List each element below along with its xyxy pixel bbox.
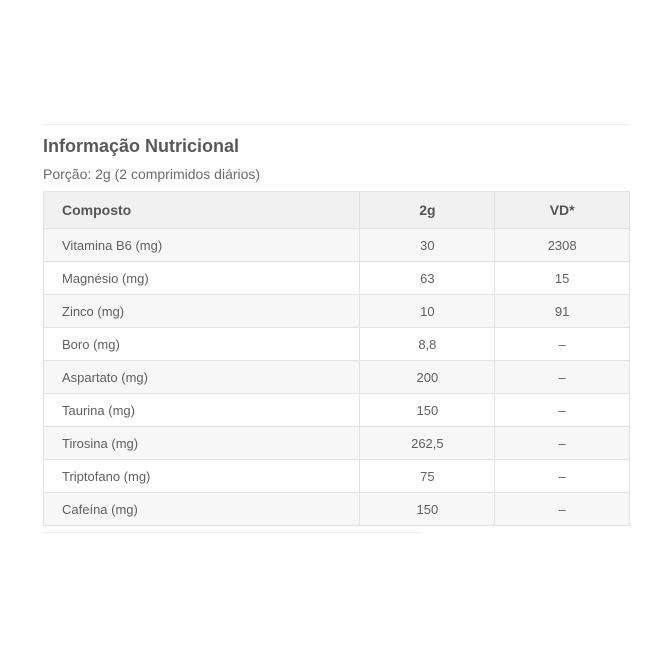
compound-name: Aspartato (mg) — [44, 361, 360, 394]
serving-size: Porção: 2g (2 comprimidos diários) — [43, 166, 261, 182]
compound-daily-value: – — [495, 328, 630, 361]
compound-daily-value: – — [495, 493, 630, 526]
table-row — [44, 427, 630, 460]
compound-daily-value: – — [495, 394, 630, 427]
compound-name: Cafeína (mg) — [44, 493, 360, 526]
header-amount: 2g — [360, 192, 495, 229]
table-row — [44, 229, 630, 262]
section-title: Informação Nutricional — [43, 136, 240, 156]
compound-name: Taurina (mg) — [44, 394, 360, 427]
table-row — [44, 295, 630, 328]
table-row — [44, 262, 630, 295]
header-daily-value: VD* — [495, 192, 630, 229]
compound-name: Boro (mg) — [44, 328, 360, 361]
compound-amount: 150 — [360, 493, 495, 526]
compound-amount: 63 — [360, 262, 495, 295]
bottom-divider — [42, 532, 422, 533]
table-row — [44, 394, 630, 427]
compound-amount: 8,8 — [360, 328, 495, 361]
table-header-row — [44, 192, 630, 229]
compound-name: Zinco (mg) — [44, 295, 360, 328]
compound-amount: 75 — [360, 460, 495, 493]
compound-name: Magnésio (mg) — [44, 262, 360, 295]
header-compound: Composto — [44, 192, 360, 229]
compound-daily-value: 2308 — [495, 229, 630, 262]
compound-daily-value: 15 — [495, 262, 630, 295]
table-row — [44, 361, 630, 394]
table-row — [44, 460, 630, 493]
compound-name: Triptofano (mg) — [44, 460, 360, 493]
compound-daily-value: 91 — [495, 295, 630, 328]
top-divider — [42, 124, 630, 125]
compound-daily-value: – — [495, 427, 630, 460]
compound-amount: 30 — [360, 229, 495, 262]
compound-amount: 262,5 — [360, 427, 495, 460]
table-row — [44, 328, 630, 361]
compound-amount: 200 — [360, 361, 495, 394]
compound-name: Vitamina B6 (mg) — [44, 229, 360, 262]
nutrition-table — [43, 191, 630, 526]
compound-amount: 10 — [360, 295, 495, 328]
compound-name: Tirosina (mg) — [44, 427, 360, 460]
compound-amount: 150 — [360, 394, 495, 427]
compound-daily-value: – — [495, 460, 630, 493]
table-row — [44, 493, 630, 526]
compound-daily-value: – — [495, 361, 630, 394]
